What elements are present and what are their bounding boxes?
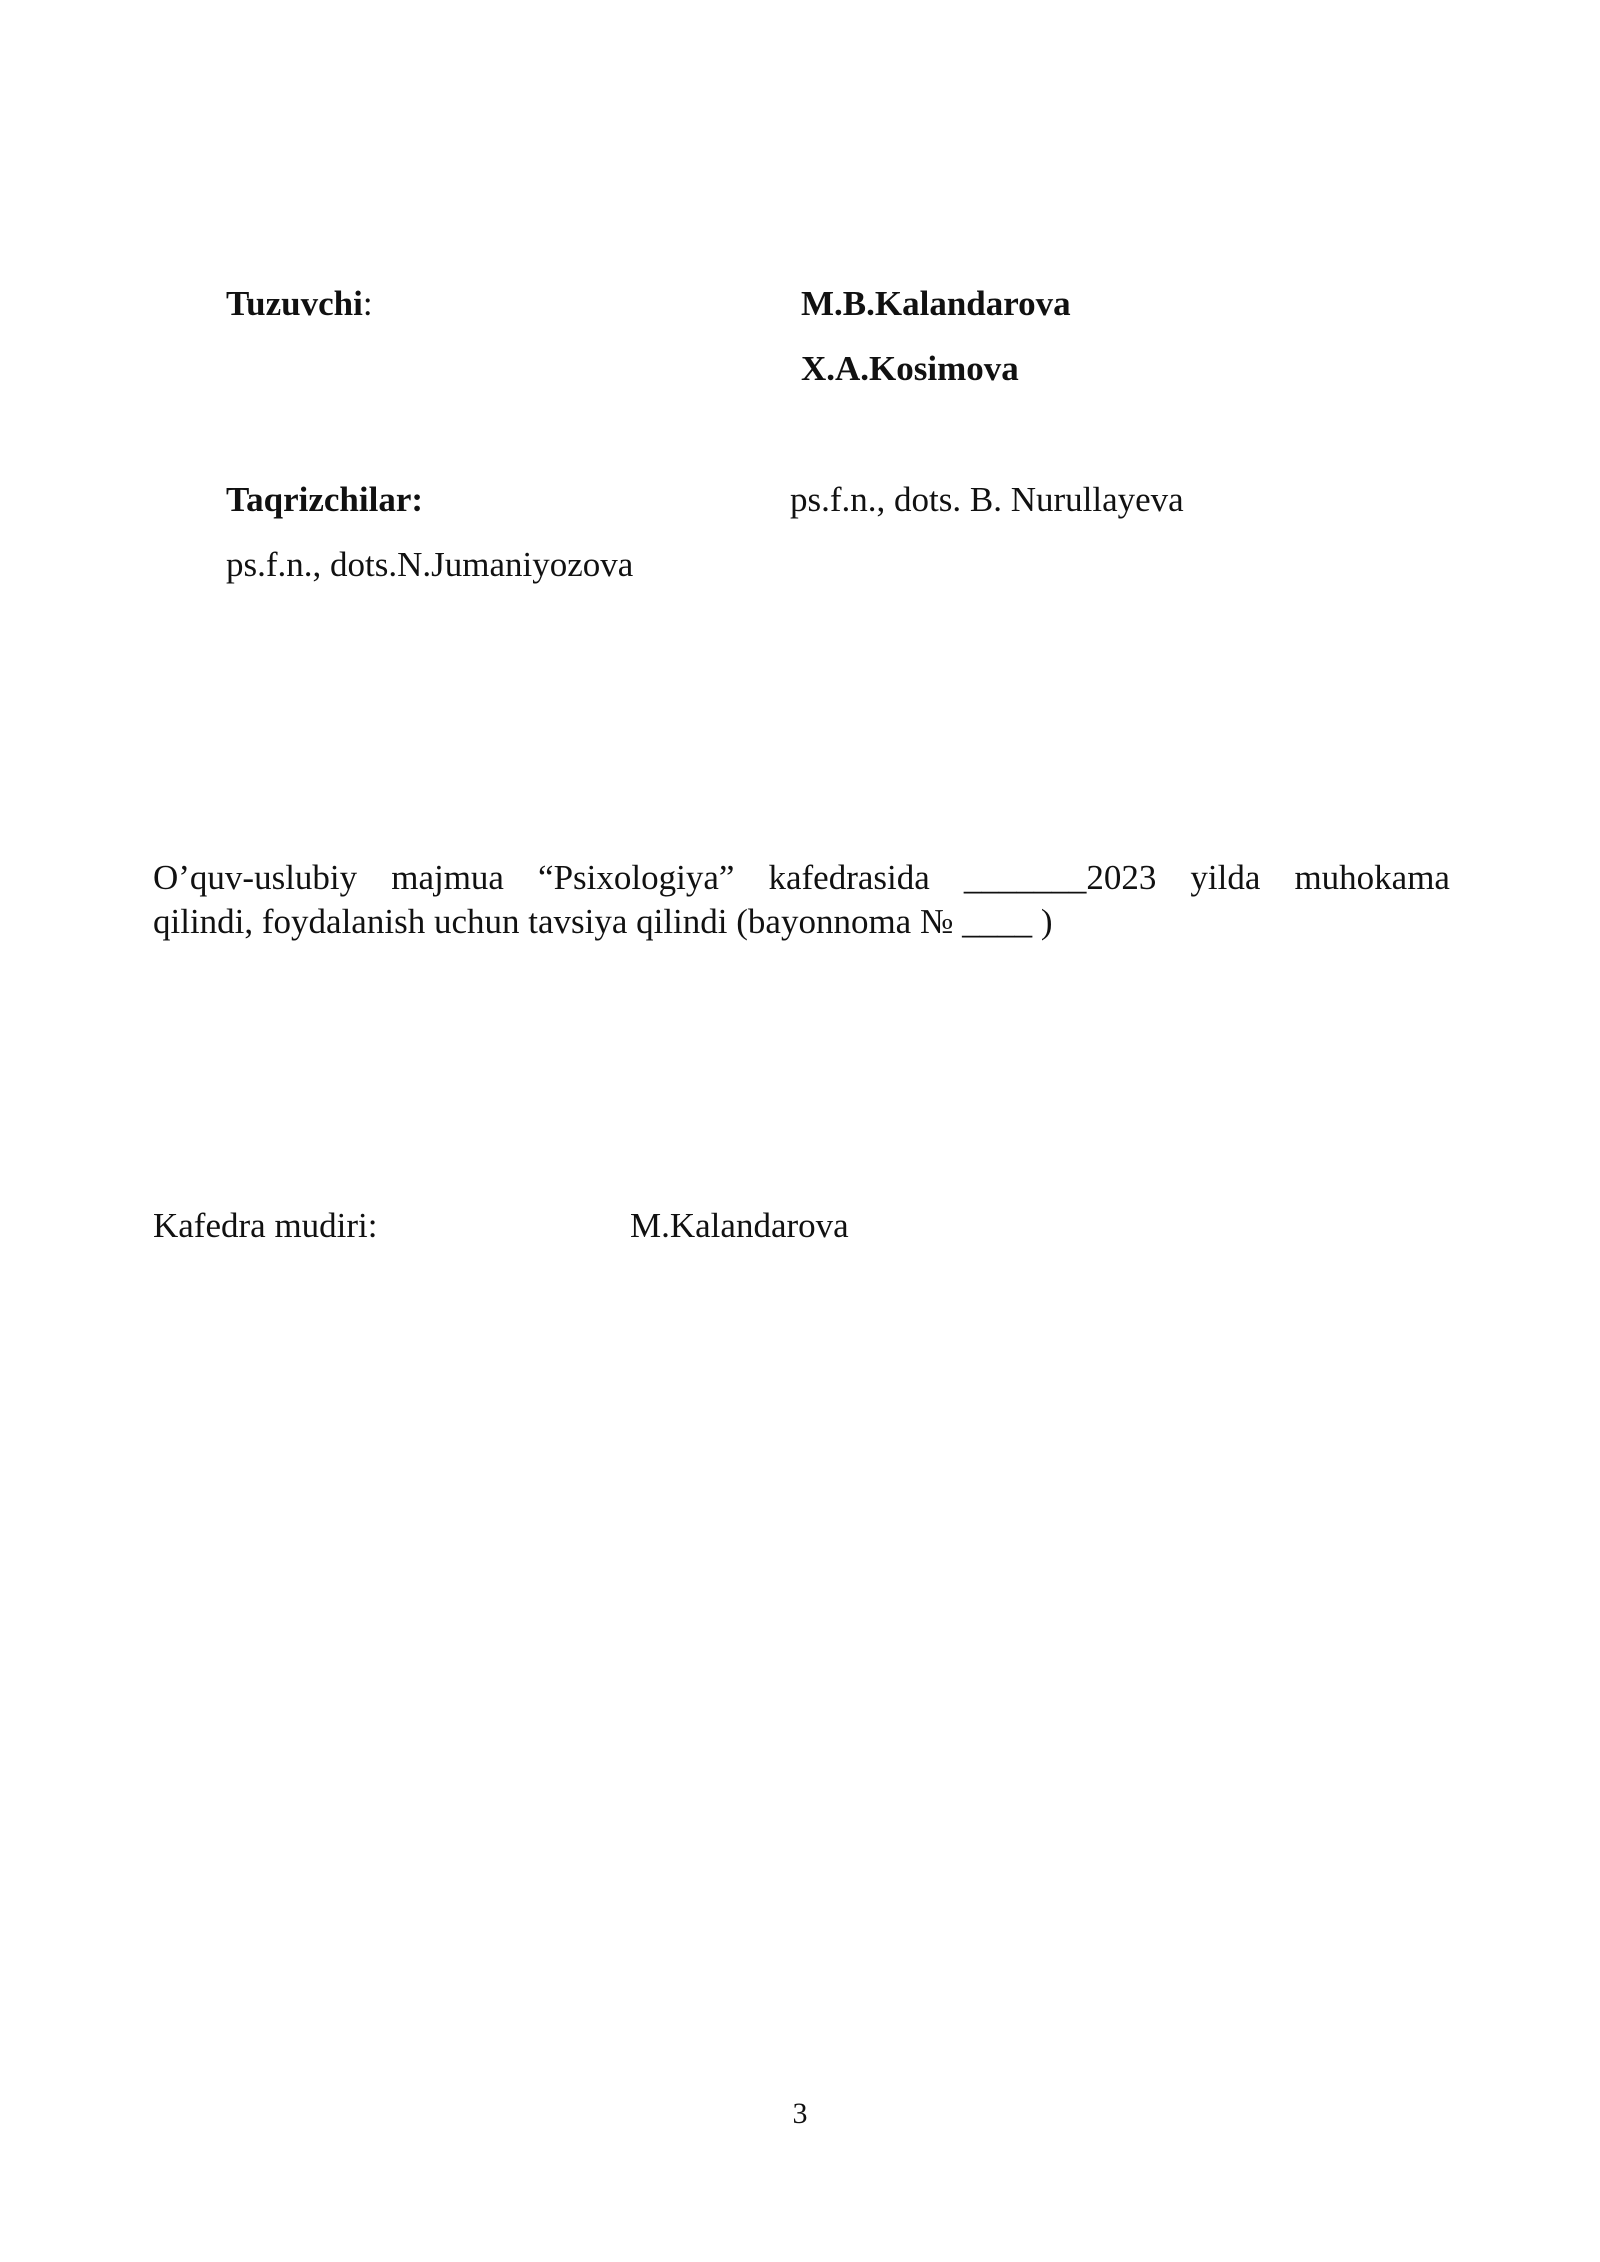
reviewer-name-2: ps.f.n., dots.N.Jumaniyozova xyxy=(226,545,634,584)
approval-paragraph xyxy=(153,856,1450,944)
compiler-name-2: X.A.Kosimova xyxy=(801,349,1019,388)
reviewer-name-1: ps.f.n., dots. B. Nurullayeva xyxy=(790,480,1184,519)
approval-word: kafedrasida xyxy=(768,858,930,897)
approval-word: _______2023 xyxy=(963,858,1157,897)
approval-word: yilda xyxy=(1190,858,1261,897)
approval-word: muhokama xyxy=(1294,858,1450,897)
head-of-department-label: Kafedra mudiri: xyxy=(153,1206,378,1245)
approval-word: “Psixologiya” xyxy=(538,858,735,897)
reviewers-label: Taqrizchilar: xyxy=(226,480,424,519)
approval-word: majmua xyxy=(391,858,504,897)
approval-line-2: qilindi, foydalanish uchun tavsiya qilindi (bayonnoma № ____ ) xyxy=(153,902,1053,941)
approval-line-1 xyxy=(153,856,1450,900)
approval-word: O’quv-uslubiy xyxy=(153,858,358,897)
page-number: 3 xyxy=(792,2097,808,2130)
compilers-label: Tuzuvchi: xyxy=(226,284,373,323)
head-of-department-name: M.Kalandarova xyxy=(630,1206,849,1245)
compiler-name-1: M.B.Kalandarova xyxy=(801,284,1071,323)
